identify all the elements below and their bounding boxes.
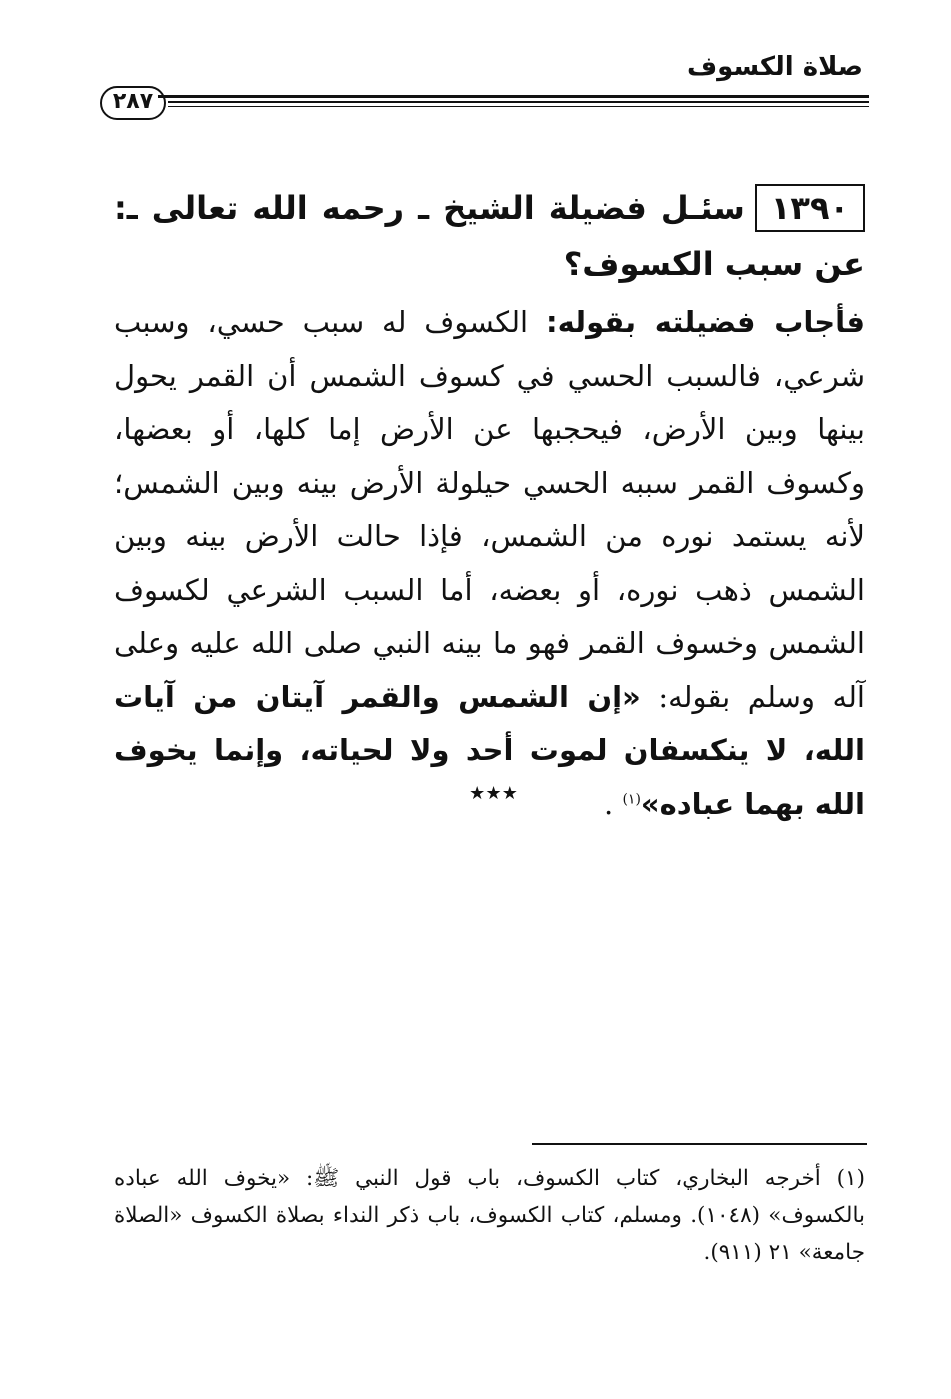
answer-paragraph: [114, 296, 865, 831]
answer-body: الكسوف له سبب حسي، وسبب شرعي، فالسبب الحسي في كسوف الشمس أن القمر يحول بينها وبين الأرض، فيحجبها عن الأرض إما كلها، أو بعضها، وكسوف القمر سببه الحسي حيلولة الأرض بينه وبين الشمس؛ لأنه يستمد نوره من الشمس، فإذا حالت الأرض بينه وبين الشمس ذهب نوره، أو بعضه، أما السبب الشرعي لكسوف الشمس وخسوف القمر فهو ما بينه النبي صلى الله عليه وعلى آله وسلم بقوله:: [114, 305, 865, 714]
footnote: [114, 1160, 865, 1271]
question-heading: [114, 180, 865, 292]
header-rule: [158, 95, 869, 98]
answer-end: .: [604, 786, 623, 821]
running-title: صلاة الكسوف: [686, 52, 863, 82]
footnote-text: (١) أخرجه البخاري، كتاب الكسوف، باب قول النبي ﷺ: «يخوف الله عباده بالكسوف» (١٠٤٨). ومسلم، كتاب الكسوف، باب ذكر النداء بصلاة الكسوف «الصلاة جامعة» ٢١ (٩١١).: [114, 1166, 865, 1265]
footnote-marker: (١): [622, 790, 641, 807]
footnote-rule: [532, 1143, 867, 1145]
answer-lead: فأجاب فضيلته بقوله:: [546, 305, 866, 339]
header-rule-tertiary: [168, 106, 869, 107]
section-separator: ٭٭٭: [468, 775, 519, 810]
page-number: ٢٨٧: [100, 86, 166, 120]
header-rule-secondary: [168, 101, 869, 103]
hadith-quote: «إن الشمس والقمر آيتان من آيات الله، لا ينكسفان لموت أحد ولا لحياته، وإنما يخوف الله بهما عباده»: [114, 679, 865, 821]
question-number: ١٣٩٠: [755, 184, 865, 232]
question-text: سئـل فضيلة الشيخ ـ رحمه الله تعالى ـ: عن سبب الكسوف؟: [114, 189, 865, 283]
